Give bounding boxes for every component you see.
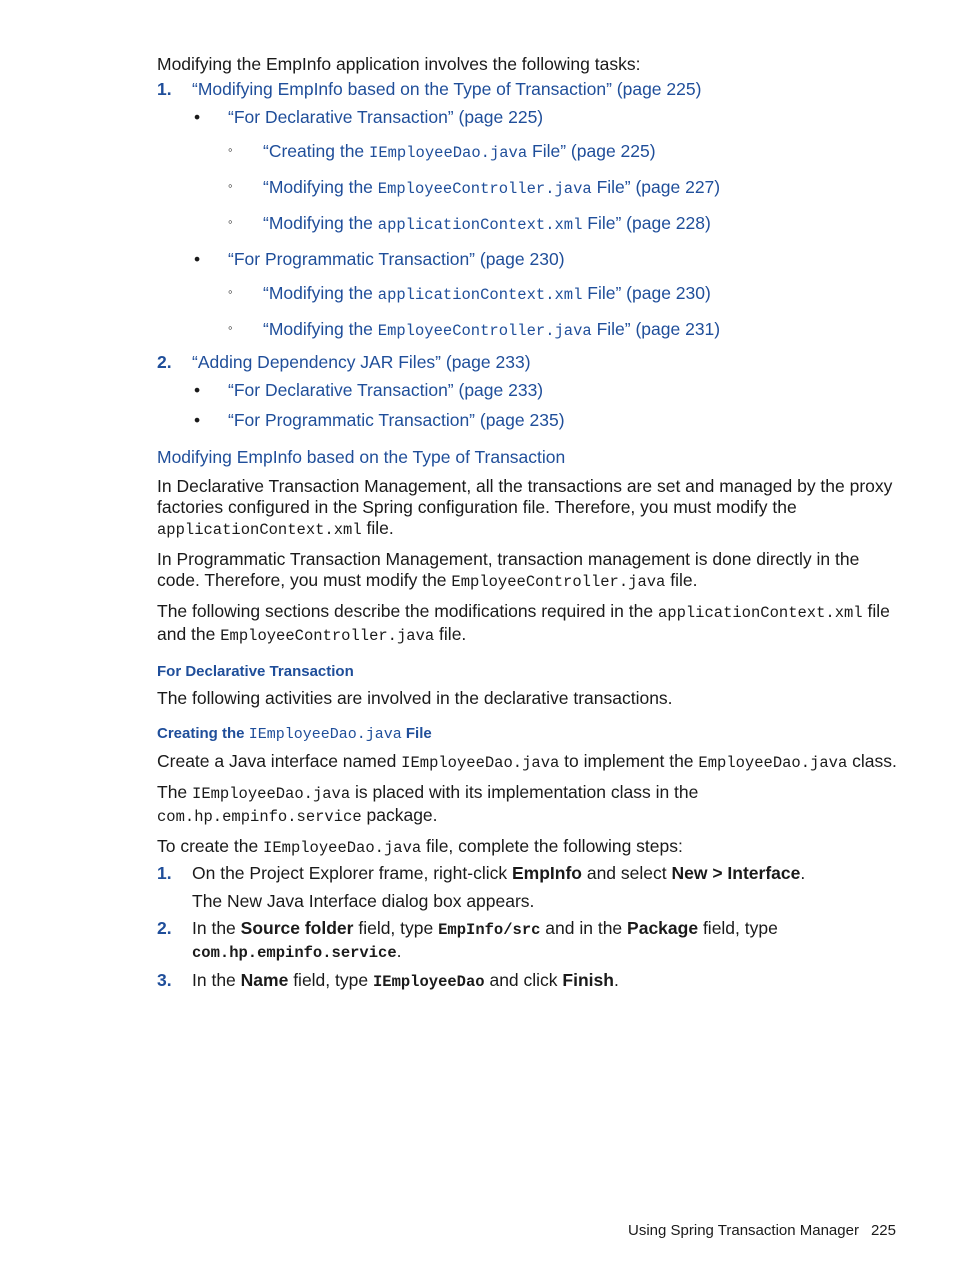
page-footer (628, 1222, 896, 1239)
sub-bullet-icon: ◦ (228, 320, 233, 335)
toc-link-modifying-applicationcontext[interactable]: “Modifying the applicationContext.xml File” (page 228) (263, 213, 711, 234)
step-number: 2. (157, 918, 172, 938)
toc-link-creating-iemployeedao[interactable]: “Creating the IEmployeeDao.java File” (page 225) (263, 141, 656, 162)
toc-item-1a2 (157, 177, 897, 213)
toc-link-modifying-employeecontroller[interactable]: “Modifying the EmployeeController.java File” (page 227) (263, 177, 721, 198)
section-heading-creating-iemployeedao: Creating the IEmployeeDao.java File (157, 725, 432, 743)
toc-link-modifying-employeecontroller-prog[interactable]: “Modifying the EmployeeController.java File” (page 231) (263, 319, 721, 340)
toc-link-modifying-applicationcontext-prog[interactable]: “Modifying the applicationContext.xml File” (page 230) (263, 283, 711, 304)
paragraph-sections: The following sections describe the modifications required in the applicationContext.xml file and the EmployeeController.java file. (157, 601, 890, 645)
section-heading-modifying-empinfo: Modifying EmpInfo based on the Type of Transaction (157, 447, 566, 467)
step-number: 3. (157, 970, 172, 990)
toc-item-1a1 (157, 141, 897, 177)
toc-item-1a (157, 107, 897, 141)
toc-item-1b1 (157, 283, 897, 319)
toc-item-1 (157, 79, 897, 107)
paragraph-create-interface: Create a Java interface named IEmployeeDao.java to implement the EmployeeDao.java class. (157, 751, 897, 772)
sub-bullet-icon: ◦ (228, 142, 233, 157)
toc-link-programmatic[interactable]: “For Programmatic Transaction” (page 230) (228, 249, 565, 269)
paragraph-placement: The IEmployeeDao.java is placed with its implementation class in the com.hp.empinfo.service package. (157, 782, 699, 826)
toc-number: 2. (157, 352, 172, 372)
sub-bullet-icon: ◦ (228, 178, 233, 193)
section-heading-declarative: For Declarative Transaction (157, 663, 354, 680)
bullet-icon: • (194, 107, 201, 127)
step-1: 1. On the Project Explorer frame, right-click EmpInfo and select New > Interface. The New Java Interface dialog box appears. (157, 863, 897, 912)
toc-item-2 (157, 352, 897, 380)
toc-item-2b (157, 410, 897, 443)
toc-item-1b2 (157, 319, 897, 352)
step-3: 3. In the Name field, type IEmployeeDao and click Finish. (157, 970, 619, 991)
sub-bullet-icon: ◦ (228, 214, 233, 229)
step-number: 1. (157, 863, 172, 883)
paragraph-declarative: In Declarative Transaction Management, all the transactions are set and managed by the proxy factories configured in the Spring configuration file. Therefore, you must modify the applicationContext.xml file. (157, 476, 893, 539)
toc-link-declarative[interactable]: “For Declarative Transaction” (page 225) (228, 107, 544, 127)
task-list (157, 79, 897, 443)
toc-link-adding-jar-files[interactable]: “Adding Dependency JAR Files” (page 233) (192, 352, 531, 372)
toc-link-declarative-jar[interactable]: “For Declarative Transaction” (page 233) (228, 380, 544, 400)
bullet-icon: • (194, 249, 201, 269)
footer-title: Using Spring Transaction Manager (628, 1222, 859, 1239)
paragraph-steps-intro: To create the IEmployeeDao.java file, complete the following steps: (157, 836, 683, 857)
paragraph-declarative-activities: The following activities are involved in the declarative transactions. (157, 688, 673, 708)
bullet-icon: • (194, 380, 201, 400)
document-page (157, 54, 897, 999)
bullet-icon: • (194, 410, 201, 430)
sub-bullet-icon: ◦ (228, 284, 233, 299)
step-2: 2. In the Source folder field, type EmpInfo/src and in the Package field, type com.hp.empinfo.service. (157, 918, 778, 962)
toc-link-modifying-empinfo[interactable]: “Modifying EmpInfo based on the Type of Transaction” (page 225) (192, 79, 702, 99)
toc-item-1b (157, 249, 897, 283)
toc-link-programmatic-jar[interactable]: “For Programmatic Transaction” (page 235) (228, 410, 565, 430)
step-1-result: The New Java Interface dialog box appears. (192, 891, 535, 911)
toc-item-1a3 (157, 213, 897, 249)
toc-item-2a (157, 380, 897, 410)
paragraph-programmatic: In Programmatic Transaction Management, transaction management is done directly in the code. Therefore, you must modify the EmployeeController.java file. (157, 549, 860, 591)
steps-list (157, 863, 897, 993)
page-number: 225 (870, 1222, 896, 1239)
toc-number: 1. (157, 79, 172, 99)
intro-text: Modifying the EmpInfo application involves the following tasks: (157, 54, 641, 74)
